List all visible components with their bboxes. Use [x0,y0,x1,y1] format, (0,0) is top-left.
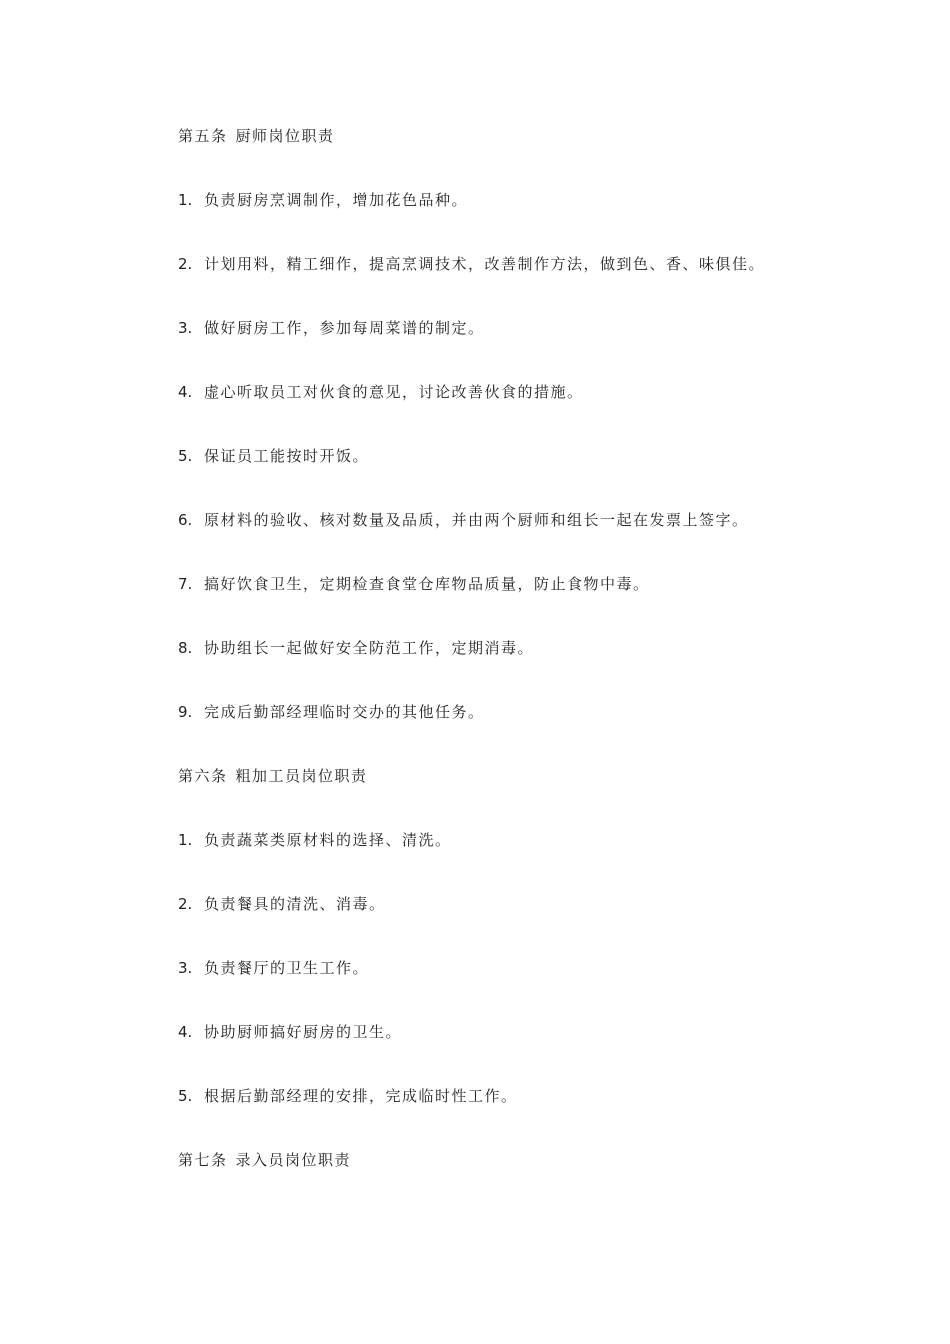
list-item [178,894,386,914]
list-item [178,574,650,594]
item-text: 负责厨房烹调制作，增加花色品种。 [204,191,469,209]
item-index: 1. [178,831,193,849]
list-item [178,702,485,722]
article-title: 厨师岗位职责 [235,127,335,145]
item-text: 做好厨房工作，参加每周菜谱的制定。 [204,319,485,337]
item-index: 6. [178,511,193,529]
list-item [178,446,369,466]
item-index: 4. [178,383,193,401]
list-item [178,318,485,338]
item-text: 搞好饮食卫生，定期检查食堂仓库物品质量，防止食物中毒。 [204,575,650,593]
article-number: 第五条 [178,127,228,145]
list-item [178,1086,518,1106]
article-number: 第七条 [178,1151,228,1169]
item-text: 虚心听取员工对伙食的意见，讨论改善伙食的措施。 [204,383,584,401]
item-index: 2. [178,895,193,913]
item-text: 原材料的验收、核对数量及品质，并由两个厨师和组长一起在发票上签字。 [204,511,749,529]
list-item [178,830,452,850]
item-index: 7. [178,575,193,593]
article-title: 粗加工员岗位职责 [235,767,368,785]
item-text: 协助组长一起做好安全防范工作，定期消毒。 [204,639,535,657]
item-index: 1. [178,191,193,209]
article-title: 录入员岗位职责 [235,1151,352,1169]
item-text: 完成后勤部经理临时交办的其他任务。 [204,703,485,721]
section-heading [178,126,335,146]
item-text: 协助厨师搞好厨房的卫生。 [204,1023,403,1041]
item-index: 5. [178,1087,193,1105]
list-item [178,638,534,658]
list-item [178,254,765,274]
item-text: 保证员工能按时开饭。 [204,447,370,465]
item-index: 8. [178,639,193,657]
item-index: 5. [178,447,193,465]
list-item [178,190,468,210]
list-item [178,382,584,402]
article-number: 第六条 [178,767,228,785]
item-text: 根据后勤部经理的安排，完成临时性工作。 [204,1087,518,1105]
item-text: 负责蔬菜类原材料的选择、清洗。 [204,831,452,849]
section-heading [178,1150,351,1170]
item-text: 负责餐厅的卫生工作。 [204,959,370,977]
list-item [178,510,749,530]
item-index: 3. [178,319,193,337]
item-index: 3. [178,959,193,977]
item-index: 9. [178,703,193,721]
item-text: 计划用料，精工细作，提高烹调技术，改善制作方法，做到色、香、味俱佳。 [204,255,766,273]
item-index: 2. [178,255,193,273]
list-item [178,1022,402,1042]
item-text: 负责餐具的清洗、消毒。 [204,895,386,913]
item-index: 4. [178,1023,193,1041]
list-item [178,958,369,978]
section-heading [178,766,368,786]
